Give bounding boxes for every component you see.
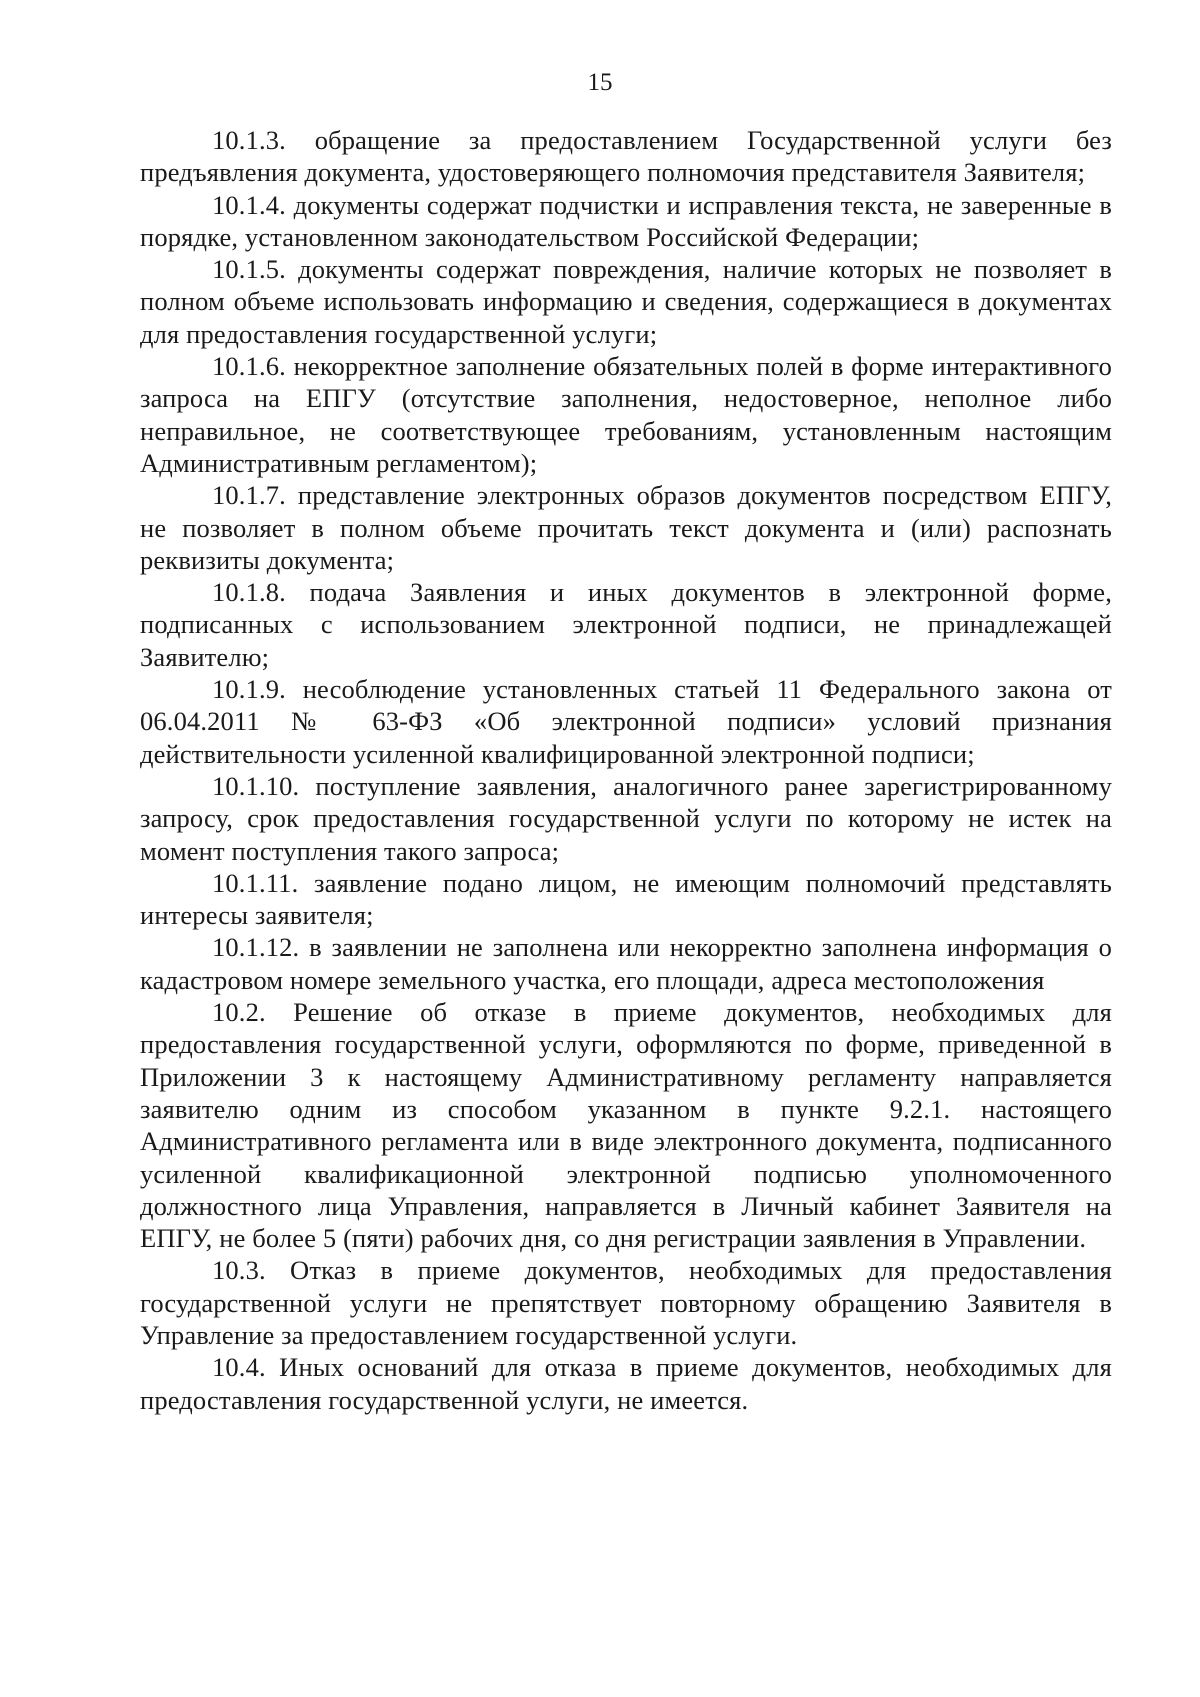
paragraph-10-1-7: 10.1.7. представление электронных образов документов посредством ЕПГУ, не позволяет в полном объеме прочитать текст документа и (или) распознать реквизиты документа;	[140, 480, 1112, 575]
paragraph-10-1-6: 10.1.6. некорректное заполнение обязательных полей в форме интерактивного запроса на ЕПГУ (отсутствие заполнения, недостоверное, неполное либо неправильное, не соответствующее требованиям, установленным настоящим Административным регламентом);	[140, 351, 1112, 478]
page-number: 15	[587, 69, 613, 96]
paragraph-10-1-4: 10.1.4. документы содержат подчистки и исправления текста, не заверенные в порядке, установленном законодательством Российской Федерации;	[140, 189, 1112, 252]
paragraph-10-1-12: 10.1.12. в заявлении не заполнена или некорректно заполнена информация о кадастровом номере земельного участка, его площади, адреса местоположения	[140, 932, 1112, 995]
paragraph-10-1-5: 10.1.5. документы содержат повреждения, наличие которых не позволяет в полном объеме использовать информацию и сведения, содержащиеся в документах для предоставления государственной услуги;	[140, 254, 1112, 349]
paragraph-10-2: 10.2. Решение об отказе в приеме документов, необходимых для предоставления государственной услуги, оформляются по форме, приведенной в Приложении 3 к настоящему Административному регламенту направляется заявителю одним из способом указанном в пункте 9.2.1. настоящего Административного регламента или в виде электронного документа, подписанного усиленной квалификационной электронной подписью уполномоченного должностного лица Управления, направляется в Личный кабинет Заявителя на ЕПГУ, не более 5 (пяти) рабочих дня, со дня регистрации заявления в Управлении.	[140, 997, 1112, 1254]
paragraph-10-3: 10.3. Отказ в приеме документов, необходимых для предоставления государственной услуги не препятствует повторному обращению Заявителя в Управление за предоставлением государственной услуги.	[140, 1255, 1112, 1350]
paragraph-10-1-9: 10.1.9. несоблюдение установленных статьей 11 Федерального закона от 06.04.2011 № 63-ФЗ «Об электронной подписи» условий признания действительности усиленной квалифицированной электронной подписи;	[140, 674, 1112, 769]
paragraph-10-4: 10.4. Иных оснований для отказа в приеме документов, необходимых для предоставления государственной услуги, не имеется.	[140, 1352, 1112, 1415]
paragraph-10-1-3: 10.1.3. обращение за предоставлением Государственной услуги без предъявления документа, удостоверяющего полномочия представителя Заявителя;	[140, 125, 1112, 188]
paragraph-10-1-8: 10.1.8. подача Заявления и иных документов в электронной форме, подписанных с использованием электронной подписи, не принадлежащей Заявителю;	[140, 577, 1112, 672]
paragraph-10-1-10: 10.1.10. поступление заявления, аналогичного ранее зарегистрированному запросу, срок предоставления государственной услуги по которому не истек на момент поступления такого запроса;	[140, 770, 1112, 866]
document-body	[140, 124, 1112, 1416]
paragraph-10-1-11: 10.1.11. заявление подано лицом, не имеющим полномочий представлять интересы заявителя;	[140, 867, 1112, 931]
